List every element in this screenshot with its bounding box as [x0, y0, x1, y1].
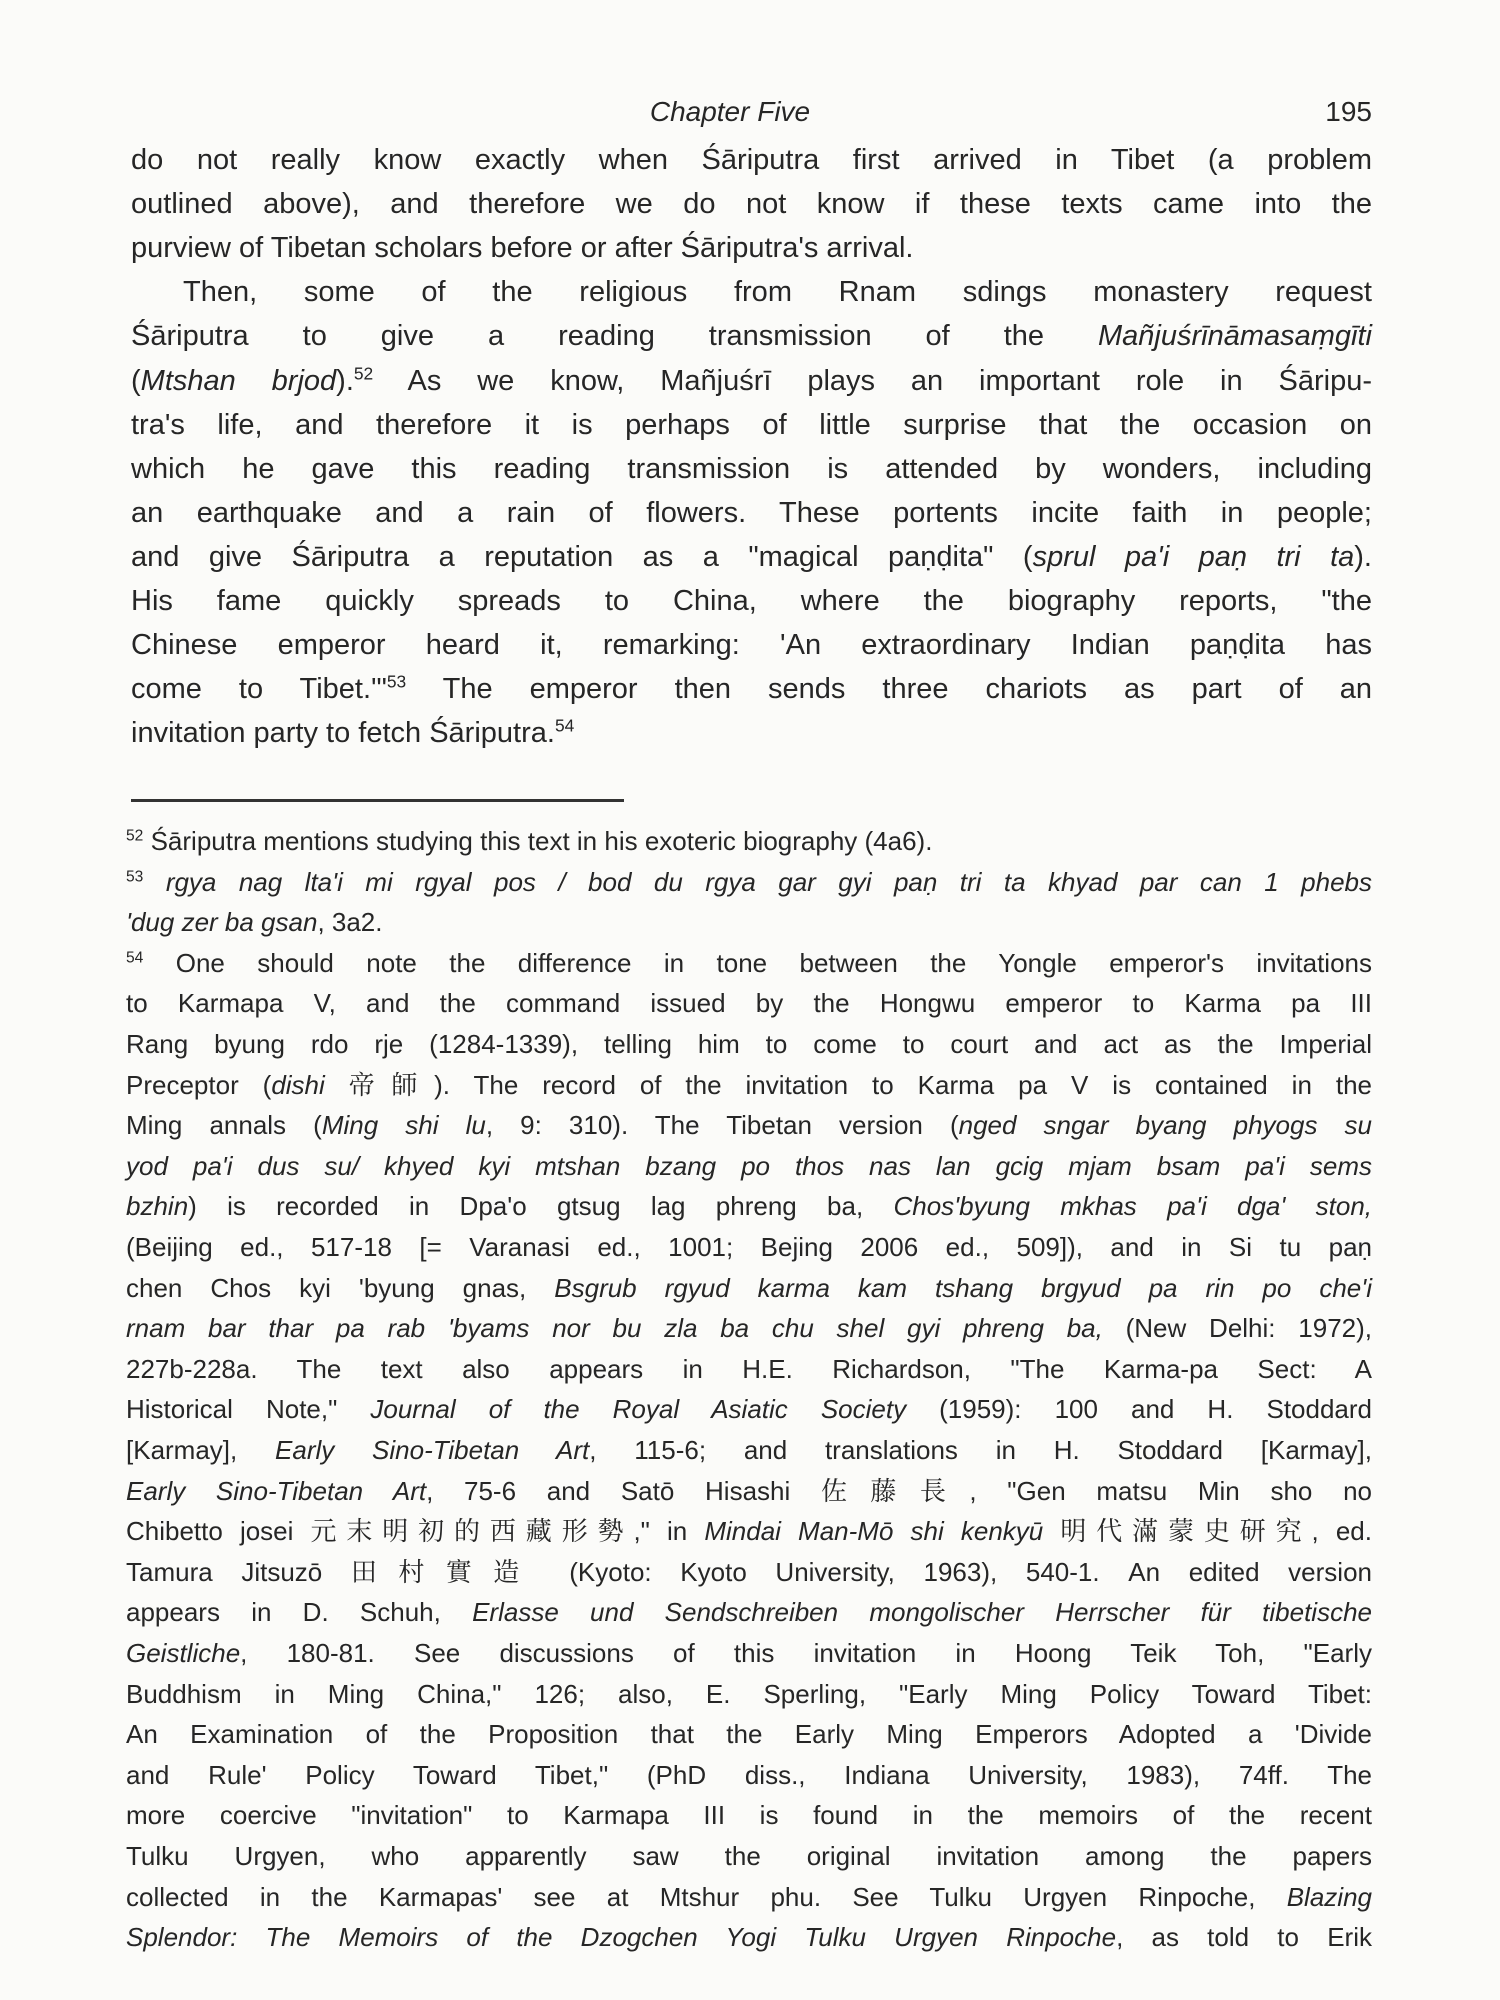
italic-text: Splendor: The Memoirs of the Dzogchen Yogi Tulku Urgyen Rinpoche [126, 1922, 1117, 1953]
italic-text: rgya nag lta'i mi rgyal pos / bod du rgya gar gyi paṇ tri ta khyad par can 1 phebs [165, 866, 1372, 897]
text-run [143, 867, 165, 897]
italic-text: Mindai Man-Mō shi kenkyū [704, 1516, 1044, 1547]
text-run: , 3a2. [317, 907, 383, 938]
footnote-line [126, 1389, 1372, 1429]
text-run: His fame quickly spreads to China, where the biography reports, "the [131, 585, 1372, 617]
text-run: 帝師). The record of the invitation to Karma pa V is contained in the [324, 1069, 1372, 1100]
text-run: The emperor then sends three chariots as part of an [406, 673, 1372, 706]
text-run: purview of Tibetan scholars before or after Śāriputra's arrival. [131, 232, 914, 265]
body-line [131, 182, 1372, 226]
text-run: One should note the difference in tone between the Yongle emperor's invitations [143, 947, 1372, 978]
text-run: and give Śāriputra a reputation as a "magical paṇḍita" ( [131, 540, 1033, 573]
body-line [131, 711, 1372, 755]
italic-text: 'dug zer ba gsan [126, 907, 318, 938]
footnote-marker: 52 [126, 827, 144, 845]
text-run: more coercive "invitation" to Karmapa III is found in the memoirs of the recent [126, 1800, 1372, 1831]
text-run: outlined above), and therefore we do not know if these texts came into the [131, 188, 1372, 221]
footnote-line [126, 1105, 1372, 1145]
italic-text: Journal of the Royal Asiatic Society [370, 1394, 907, 1425]
text-run: (New Delhi: 1972), [1102, 1313, 1372, 1344]
text-run: , 75-6 and Satō Hisashi 佐藤長, "Gen matsu Min sho no [426, 1475, 1373, 1506]
footnote-line [126, 862, 1372, 902]
footnote-line [126, 1471, 1372, 1511]
body-line [131, 403, 1372, 447]
text-run: , 180-81. See discussions of this invitation in Hoong Teik Toh, "Early [240, 1638, 1372, 1668]
footnote-line [126, 1146, 1372, 1186]
italic-text: Early Sino-Tibetan Art [126, 1475, 427, 1506]
text-run: , as told to Erik [1116, 1922, 1372, 1953]
text-run: (Beijing ed., 517-18 [= Varanasi ed., 1001; Bejing 2006 ed., 509]), and in Si tu paṇ [126, 1232, 1372, 1262]
text-run: collected in the Karmapas' see at Mtshur phu. See Tulku Urgyen Rinpoche, [126, 1881, 1287, 1912]
footnote-marker: 54 [126, 949, 144, 967]
text-run: do not really know exactly when Śāriputra first arrived in Tibet (a problem [131, 144, 1372, 176]
text-run: Rang byung rdo rje (1284-1339), telling him to come to court and act as the Imperial [126, 1029, 1372, 1059]
italic-text: yod pa'i dus su/ khyed kyi mtshan bzang po thos nas lan gcig mjam bsam pa'i sems [126, 1150, 1372, 1181]
text-run: Tamura Jitsuzō 田村實造 (Kyoto: Kyoto University, 1963), 540-1. An edited version [126, 1556, 1372, 1587]
body-line [131, 623, 1372, 667]
italic-text: Bsgrub rgyud karma kam tshang brgyud pa rin po che'i [554, 1272, 1372, 1303]
footnote-line [126, 1349, 1372, 1389]
text-run: and Rule' Policy Toward Tibet," (PhD diss., Indiana University, 1983), 74ff. The [126, 1759, 1372, 1790]
italic-text: Ming shi lu [321, 1110, 486, 1141]
footnote-line [126, 1511, 1372, 1551]
body-line [131, 491, 1372, 535]
footnote-line [126, 1592, 1372, 1632]
footnote-separator-rule [131, 799, 624, 802]
footnote-line [126, 1714, 1372, 1754]
text-run: [Karmay], [126, 1435, 276, 1465]
body-line [131, 270, 1372, 314]
text-run: an earthquake and a rain of flowers. These portents incite faith in people; [131, 496, 1372, 529]
text-run: Śāriputra to give a reading transmission of the [131, 320, 1098, 353]
footnote-line [126, 1836, 1372, 1876]
text-run: ). [1354, 540, 1372, 573]
text-run: Śāriputra mentions studying this text in his exoteric biography (4a6). [143, 826, 933, 856]
footnote-line [126, 1065, 1372, 1105]
footnote-line [126, 1308, 1372, 1348]
body-line [131, 226, 1372, 270]
text-run: tra's life, and therefore it is perhaps of little surprise that the occasion on [131, 408, 1372, 441]
text-run: Historical Note," [126, 1394, 371, 1425]
footnote-line [126, 821, 1372, 861]
text-run: which he gave this reading transmission is attended by wonders, including [131, 452, 1372, 485]
footnote-line [126, 1795, 1372, 1835]
text-run: 227b-228a. The text also appears in H.E. Richardson, "The Karma-pa Sect: A [126, 1353, 1372, 1384]
text-run: to Karmapa V, and the command issued by the Hongwu emperor to Karma pa III [126, 988, 1372, 1019]
page-number: 195 [1325, 96, 1372, 127]
italic-text: dishi [271, 1069, 325, 1100]
text-run: 明代滿蒙史研究, ed. [1043, 1516, 1372, 1547]
body-line [131, 579, 1372, 623]
footnote-marker: 53 [126, 868, 144, 886]
italic-text: rnam bar thar pa rab 'byams nor bu zla ba chu shel gyi phreng ba, [126, 1313, 1103, 1344]
footnote-marker: 54 [554, 715, 575, 736]
body-line [131, 447, 1372, 491]
footnote-marker: 53 [386, 671, 407, 692]
footnote-line [126, 1674, 1372, 1714]
footnote-line [126, 1552, 1372, 1592]
text-run: , 9: 310). The Tibetan version ( [485, 1110, 959, 1141]
footnote-line [126, 1917, 1372, 1957]
body-line [131, 667, 1372, 711]
italic-text: nged sngar byang phyogs su [958, 1110, 1372, 1141]
italic-text: Erlasse und Sendschreiben mongolischer Herrscher für tibetische [472, 1597, 1372, 1628]
footnote-line [126, 1268, 1372, 1308]
italic-text: sprul pa'i paṇ tri ta [1032, 540, 1355, 573]
text-run: Chinese emperor heard it, remarking: 'An extraordinary Indian paṇḍita has [131, 629, 1372, 662]
italic-text: Blazing [1286, 1881, 1372, 1912]
footnote-line [126, 1024, 1372, 1064]
footnote-line [126, 902, 1372, 942]
text-run: Preceptor ( [126, 1069, 272, 1100]
italic-text: Mañjuśrīnāmasaṃgīti [1098, 320, 1372, 353]
italic-text: Early Sino-Tibetan Art [275, 1435, 590, 1465]
text-run: , 115-6; and translations in H. Stoddard [Karmay], [589, 1435, 1372, 1465]
text-run: Then, some of the religious from Rnam sdings monastery request [183, 276, 1372, 309]
text-run: An Examination of the Proposition that the Early Ming Emperors Adopted a 'Divide [126, 1719, 1372, 1750]
text-run: Tulku Urgyen, who apparently saw the original invitation among the papers [126, 1841, 1372, 1871]
text-run: ) is recorded in Dpa'o gtsug lag phreng ba, [188, 1191, 894, 1222]
body-line [131, 359, 1372, 403]
body-line [131, 535, 1372, 579]
italic-text: Geistliche [126, 1638, 241, 1668]
text-run: chen Chos kyi 'byung gnas, [126, 1272, 555, 1303]
body-line [131, 314, 1372, 358]
footnote-line [126, 983, 1372, 1023]
body-line [131, 138, 1372, 182]
footnote-line [126, 943, 1372, 983]
footnote-line [126, 1877, 1372, 1917]
text-run: Ming annals ( [126, 1110, 322, 1141]
text-run: Chibetto josei 元末明初的西藏形勢," in [126, 1516, 705, 1547]
footnote-line [126, 1755, 1372, 1795]
italic-text: Mtshan brjod [140, 364, 337, 397]
italic-text: bzhin [126, 1191, 189, 1222]
text-run: come to Tibet.'" [131, 673, 387, 706]
running-header-chapter: Chapter Five [649, 96, 811, 127]
text-run: invitation party to fetch Śāriputra. [131, 717, 555, 750]
footnote-line [126, 1186, 1372, 1226]
footnote-line [126, 1633, 1372, 1673]
footnote-line [126, 1227, 1372, 1267]
text-run: As we know, Mañjuśrī plays an important role in Śāripu- [373, 364, 1372, 397]
text-run: Buddhism in Ming China," 126; also, E. Sperling, "Early Ming Policy Toward Tibet: [126, 1678, 1372, 1709]
italic-text: Chos'byung mkhas pa'i dga' ston, [893, 1191, 1373, 1222]
footnote-line [126, 1430, 1372, 1470]
text-run: ). [336, 364, 354, 397]
text-run: (1959): 100 and H. Stoddard [906, 1394, 1373, 1425]
text-run: ( [131, 364, 141, 397]
footnote-marker: 52 [353, 363, 374, 384]
text-run: appears in D. Schuh, [126, 1597, 473, 1628]
